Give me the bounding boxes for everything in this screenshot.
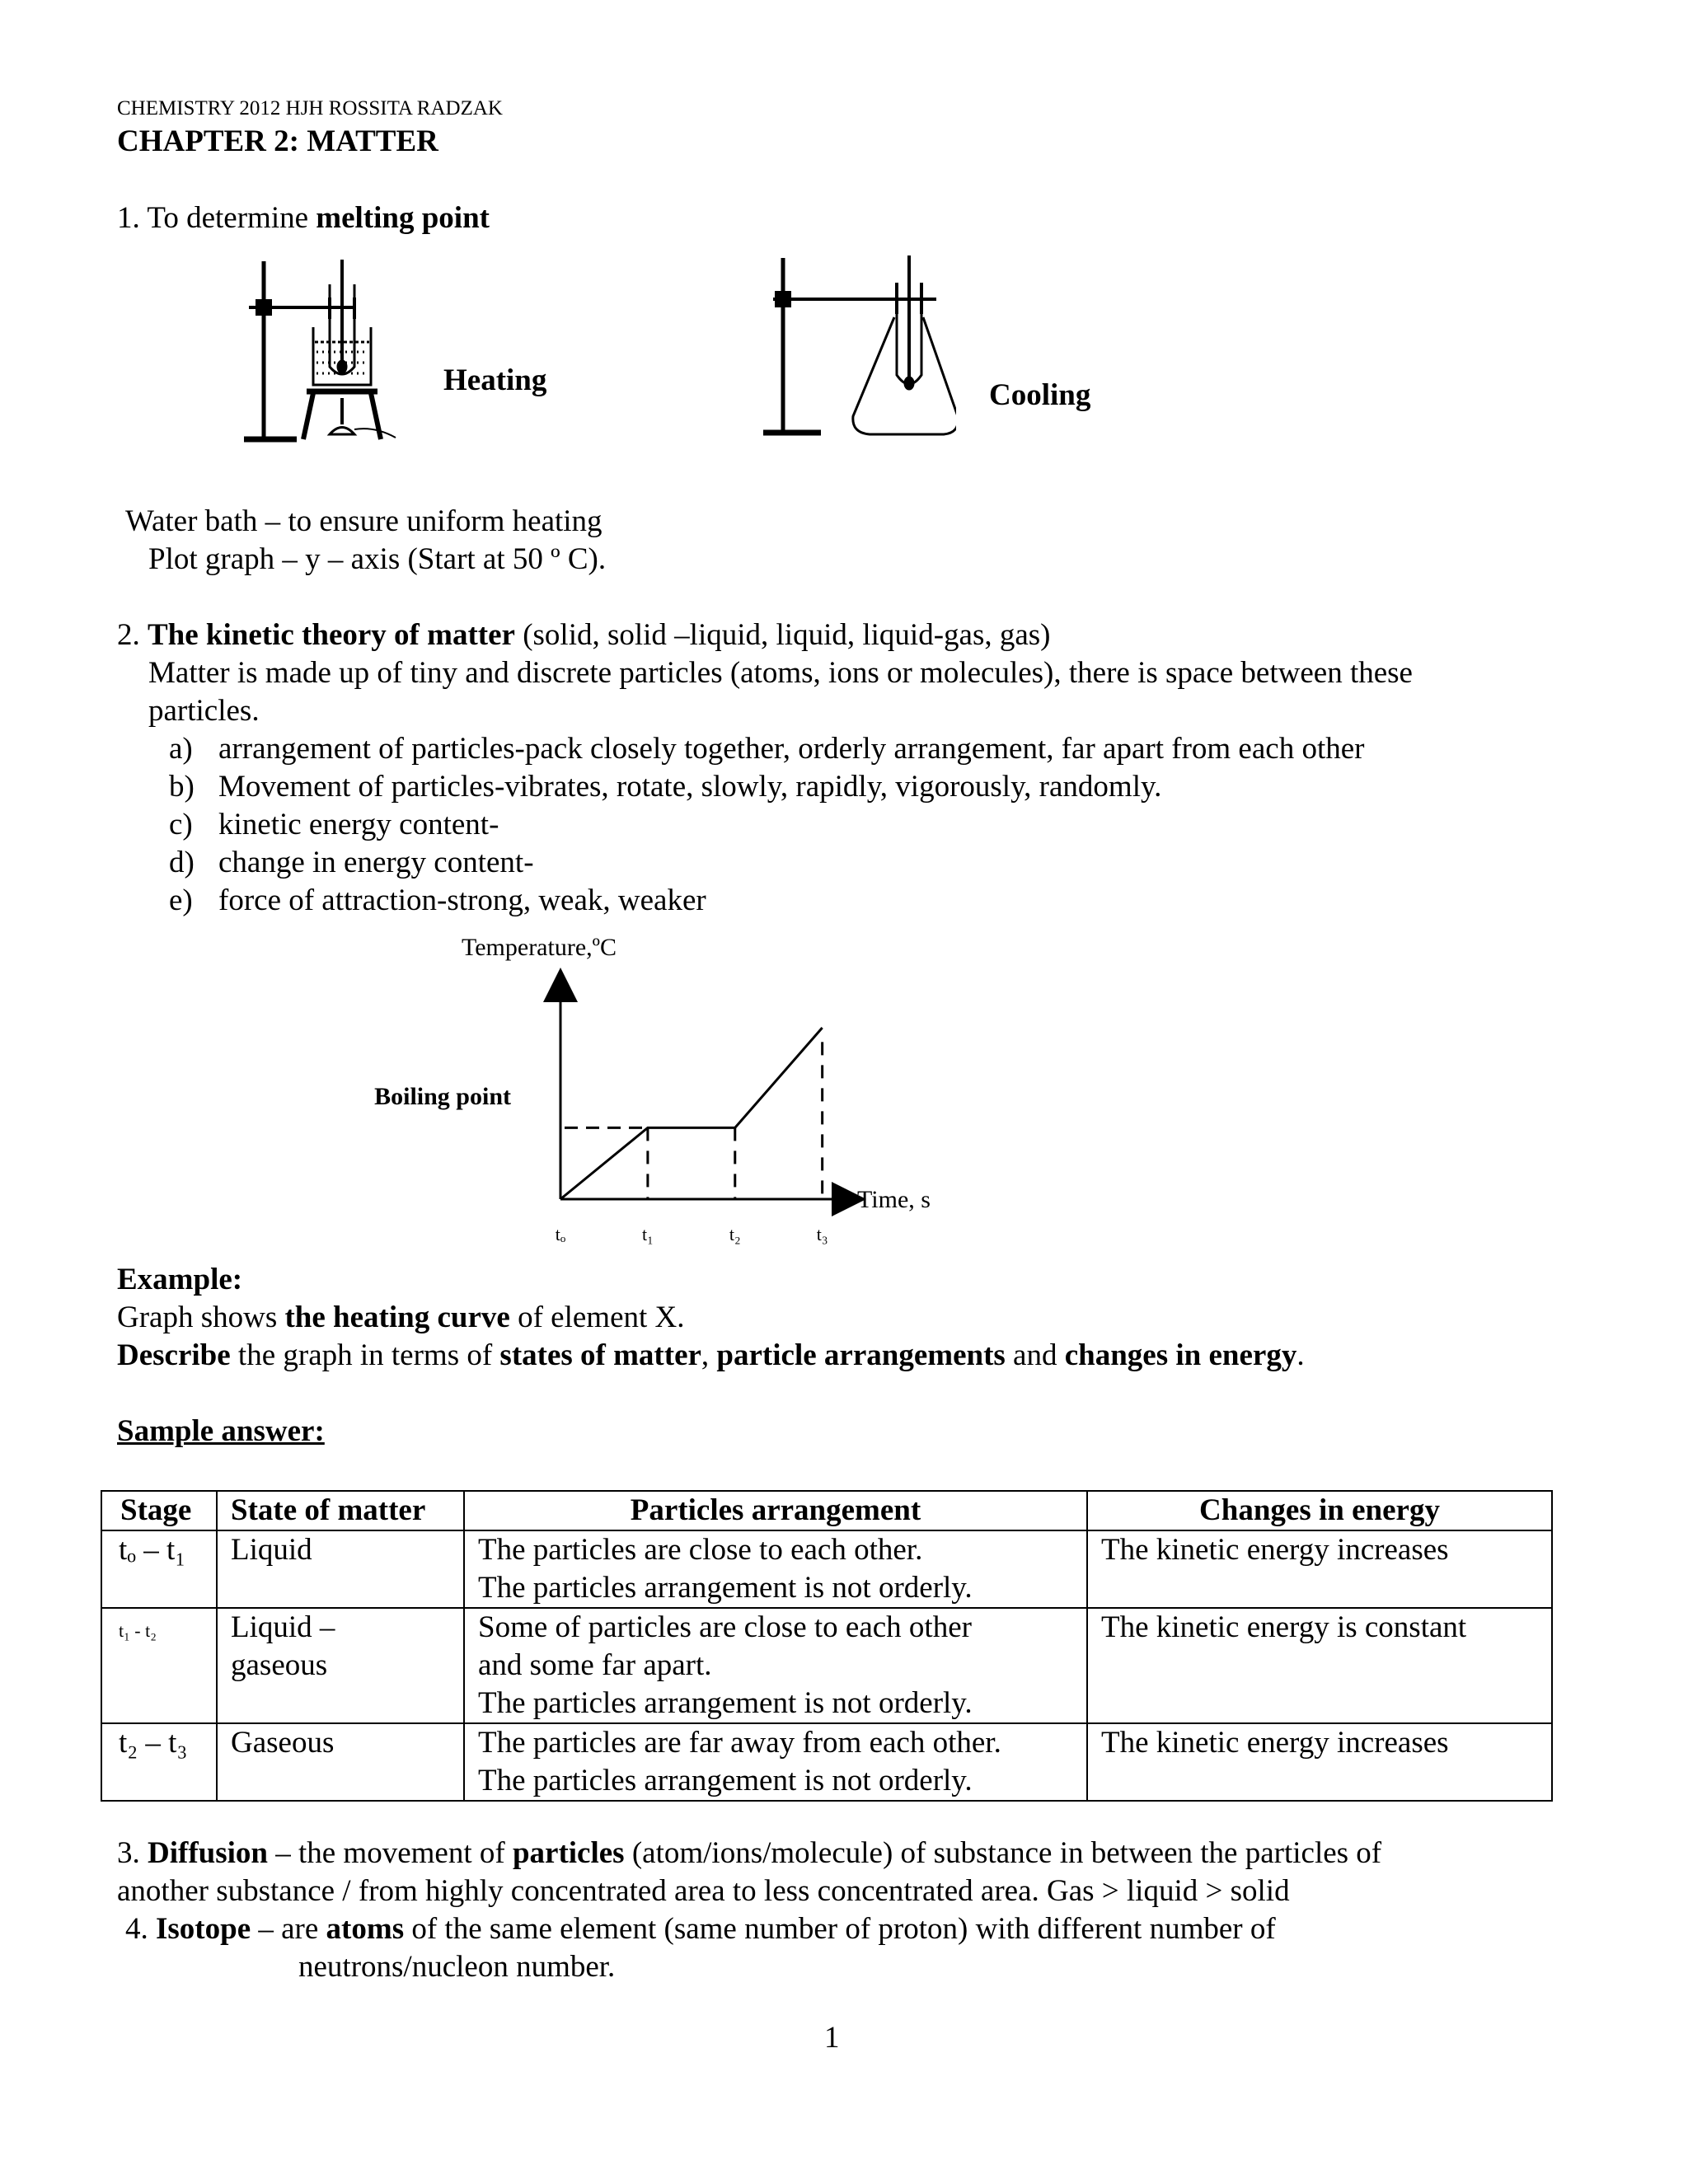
cell-line: gaseous — [231, 1648, 328, 1682]
x-tick-label: t₃ — [816, 1224, 828, 1244]
section4-title: Isotope — [156, 1912, 251, 1946]
table-header: Particles arrangement — [464, 1491, 1087, 1530]
sample-answer-table — [101, 1490, 1553, 1802]
example-line2 — [117, 1337, 1305, 1375]
example-text: and — [1005, 1338, 1065, 1372]
list-marker: b) — [169, 770, 195, 804]
heating-curve-chart — [346, 927, 973, 1257]
section2-num: 2. — [117, 618, 148, 652]
list-marker: a) — [169, 732, 193, 766]
cooling-apparatus-diagram — [742, 251, 956, 449]
section4-num: 4. — [125, 1912, 156, 1946]
retort-stand — [244, 261, 354, 439]
x-tick-label: t₁ — [641, 1224, 654, 1244]
example-bold: the heating curve — [284, 1301, 510, 1334]
sample-answer-heading: Sample answer: — [117, 1414, 325, 1448]
section4-text: – are — [251, 1912, 326, 1946]
example-text: . — [1296, 1338, 1305, 1372]
cell-line: and some far apart. — [478, 1648, 712, 1682]
section3-line2: another substance / from highly concentrated area to less concentrated area. Gas > liquid > solid — [117, 1874, 1290, 1908]
chart-xlabel: Time, s — [857, 1186, 931, 1213]
cell-line: Some of particles are close to each other — [478, 1610, 972, 1644]
table-row — [101, 1530, 1552, 1608]
example-bold: states of matter — [499, 1338, 701, 1372]
heating-label: Heating — [443, 363, 547, 397]
table-header-row — [101, 1491, 1552, 1530]
page-number: 1 — [824, 2021, 840, 2055]
example-text: Graph shows — [117, 1301, 285, 1334]
example-bold: Describe — [117, 1338, 231, 1372]
conical-flask — [853, 317, 956, 434]
table-cell-arrangement — [464, 1723, 1087, 1801]
section1-bold: melting point — [316, 201, 490, 235]
section2-title: The kinetic theory of matter — [148, 618, 515, 652]
cell-line: The particles are far away from each other. — [478, 1726, 1001, 1760]
table-cell-energy: The kinetic energy is constant — [1087, 1608, 1552, 1723]
chart-ylabel: Temperature,ºC — [462, 934, 617, 961]
table-cell-state — [217, 1723, 464, 1801]
table-cell-stage: tₒ – t₁ — [101, 1530, 217, 1608]
list-marker: d) — [169, 846, 195, 879]
section1-heading — [117, 199, 490, 237]
example-text: the graph in terms of — [230, 1338, 500, 1372]
section4-line2: neutrons/nucleon number. — [298, 1950, 616, 1984]
table-cell-arrangement — [464, 1608, 1087, 1723]
plot-graph-note: Plot graph – y – axis (Start at 50 º C). — [148, 542, 607, 576]
example-bold: changes in energy — [1064, 1338, 1297, 1372]
section2-desc-line2: particles. — [148, 694, 260, 728]
cell-small-text: t₁ - t₂ — [119, 1620, 157, 1641]
table-row — [101, 1608, 1552, 1723]
section1-prefix: 1. To determine — [117, 201, 316, 235]
cell-line: The particles are close to each other. — [478, 1533, 923, 1567]
section3-text: (atom/ions/molecule) of substance in between the particles of — [624, 1836, 1382, 1870]
list-text: Movement of particles-vibrates, rotate, slowly, rapidly, vigorously, randomly. — [218, 770, 1162, 804]
cell-line: The particles arrangement is not orderly. — [478, 1764, 973, 1797]
section3-text: – the movement of — [267, 1836, 513, 1870]
table-cell-energy: The kinetic energy increases — [1087, 1530, 1552, 1608]
section4-bold: atoms — [326, 1912, 405, 1946]
cell-line: Liquid — [231, 1533, 312, 1567]
table-cell-stage: t₂ – t₃ — [101, 1723, 217, 1801]
list-item — [169, 730, 1364, 768]
x-tick-label: t₂ — [729, 1224, 741, 1244]
chapter-title: CHAPTER 2: MATTER — [117, 124, 438, 158]
list-text: force of attraction-strong, weak, weaker — [218, 883, 706, 917]
section2-heading — [117, 616, 1050, 654]
section3-title: Diffusion — [148, 1836, 268, 1870]
section4-text: of the same element (same number of proton) with different number of — [404, 1912, 1276, 1946]
boiling-point-annotation: Boiling point — [374, 1083, 511, 1110]
table-cell-arrangement — [464, 1530, 1087, 1608]
section3-line1 — [117, 1835, 1381, 1872]
list-text: arrangement of particles-pack closely together, orderly arrangement, far apart from each other — [218, 732, 1365, 766]
list-item — [169, 768, 1161, 806]
section4-line1 — [125, 1910, 1276, 1948]
thermometer-and-boiling-tube-cooling — [897, 255, 921, 389]
heating-curve-line — [560, 1028, 823, 1199]
list-text: kinetic energy content- — [218, 808, 499, 841]
table-cell-energy: The kinetic energy increases — [1087, 1723, 1552, 1801]
section3-bold: particles — [512, 1836, 625, 1870]
table-cell-state — [217, 1530, 464, 1608]
tripod-and-burner — [303, 391, 396, 439]
example-text: of element X. — [509, 1301, 685, 1334]
example-text: , — [701, 1338, 717, 1372]
cell-line: The particles arrangement is not orderly. — [478, 1686, 973, 1720]
list-item — [169, 806, 499, 844]
table-cell-stage — [101, 1608, 217, 1723]
section3-num: 3. — [117, 1836, 148, 1870]
section2-title-rest: (solid, solid –liquid, liquid, liquid-gas, gas) — [514, 618, 1051, 652]
cell-line: Liquid – — [231, 1610, 335, 1644]
table-cell-state — [217, 1608, 464, 1723]
thermometer-and-boiling-tube — [330, 260, 354, 374]
list-item — [169, 882, 706, 920]
list-marker: e) — [169, 883, 193, 917]
example-heading: Example: — [117, 1263, 243, 1296]
list-text: change in energy content- — [218, 846, 534, 879]
table-row — [101, 1723, 1552, 1801]
list-item — [169, 844, 534, 882]
table-header: State of matter — [217, 1491, 464, 1530]
list-marker: c) — [169, 808, 193, 841]
cell-line: Gaseous — [231, 1726, 335, 1760]
x-tick-label: tₒ — [555, 1224, 566, 1244]
course-header: CHEMISTRY 2012 HJH ROSSITA RADZAK — [117, 97, 503, 120]
section2-desc-line1: Matter is made up of tiny and discrete particles (atoms, ions or molecules), there is space between these — [148, 656, 1413, 690]
cooling-label: Cooling — [989, 378, 1091, 412]
heating-apparatus-diagram — [231, 251, 462, 449]
cell-line: The particles arrangement is not orderly. — [478, 1571, 973, 1605]
water-bath-note: Water bath – to ensure uniform heating — [125, 504, 603, 538]
example-line1 — [117, 1299, 685, 1337]
table-header: Stage — [101, 1491, 217, 1530]
table-header: Changes in energy — [1087, 1491, 1552, 1530]
example-bold: particle arrangements — [716, 1338, 1006, 1372]
